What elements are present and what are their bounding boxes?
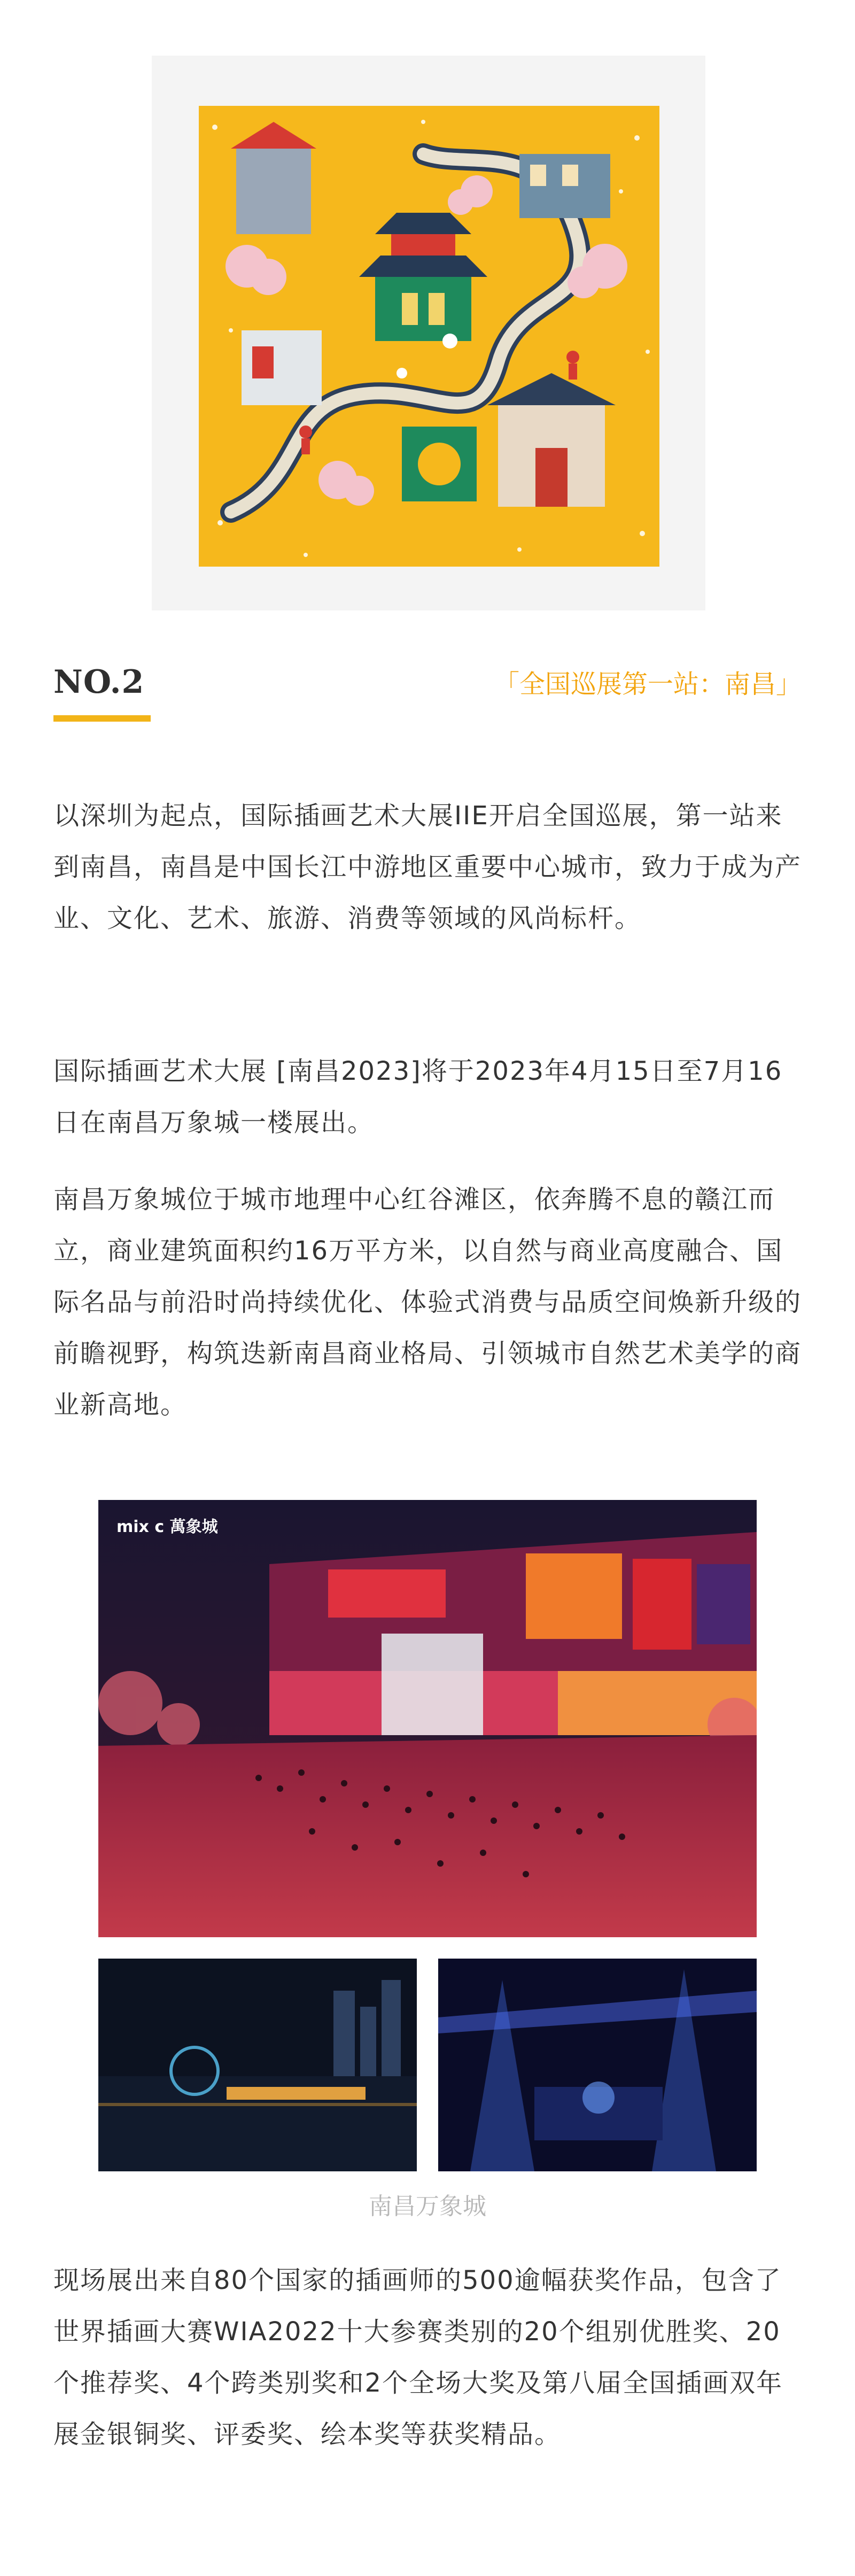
mall-logo: mix c 萬象城 [116,1518,218,1536]
riverside-night-photo [98,1959,417,2171]
mall-night-photo [98,1500,757,1937]
exhibition-date-paragraph: 国际插画艺术大展 [南昌2023]将于2023年4月15日至7月16日在南昌万象城一楼展出。 [53,1056,783,1138]
section-subtitle: 「全国巡展第一站：南昌」 [493,669,802,699]
venue-description-paragraph: 南昌万象城位于城市地理中心红谷滩区，依奔腾不息的赣江而立，商业建筑面积约16万平方米，以自然与商业高度融合、国际名品与前沿时尚持续优化、体验式消费与品质空间焕新升级的前瞻视野，构筑迭新南昌商业格局、引领城市自然艺术美学的商业新高地。 [53,1185,802,1420]
section-number-underline [53,715,151,722]
intro-paragraph: 以深圳为起点，国际插画艺术大展IIE开启全国巡展，第一站来到南昌，南昌是中国长江中游地区重要中心城市，致力于成为产业、文化、艺术、旅游、消费等领域的风尚标杆。 [53,801,802,933]
exhibits-paragraph: 现场展出来自80个国家的插画师的500逾幅获奖作品，包含了世界插画大赛WIA2022十大参赛类别的20个组别优胜奖、20个推荐奖、4个跨类别奖和2个全场大奖及第八届全国插画双年展金银铜奖、评委奖、绘本奖等获奖精品。 [53,2265,783,2449]
concert-stage-photo [438,1959,757,2171]
nanchang-illustration-poster [199,106,659,567]
photo-caption: 南昌万象城 [369,2193,486,2220]
section-number: NO.2 [53,663,145,701]
